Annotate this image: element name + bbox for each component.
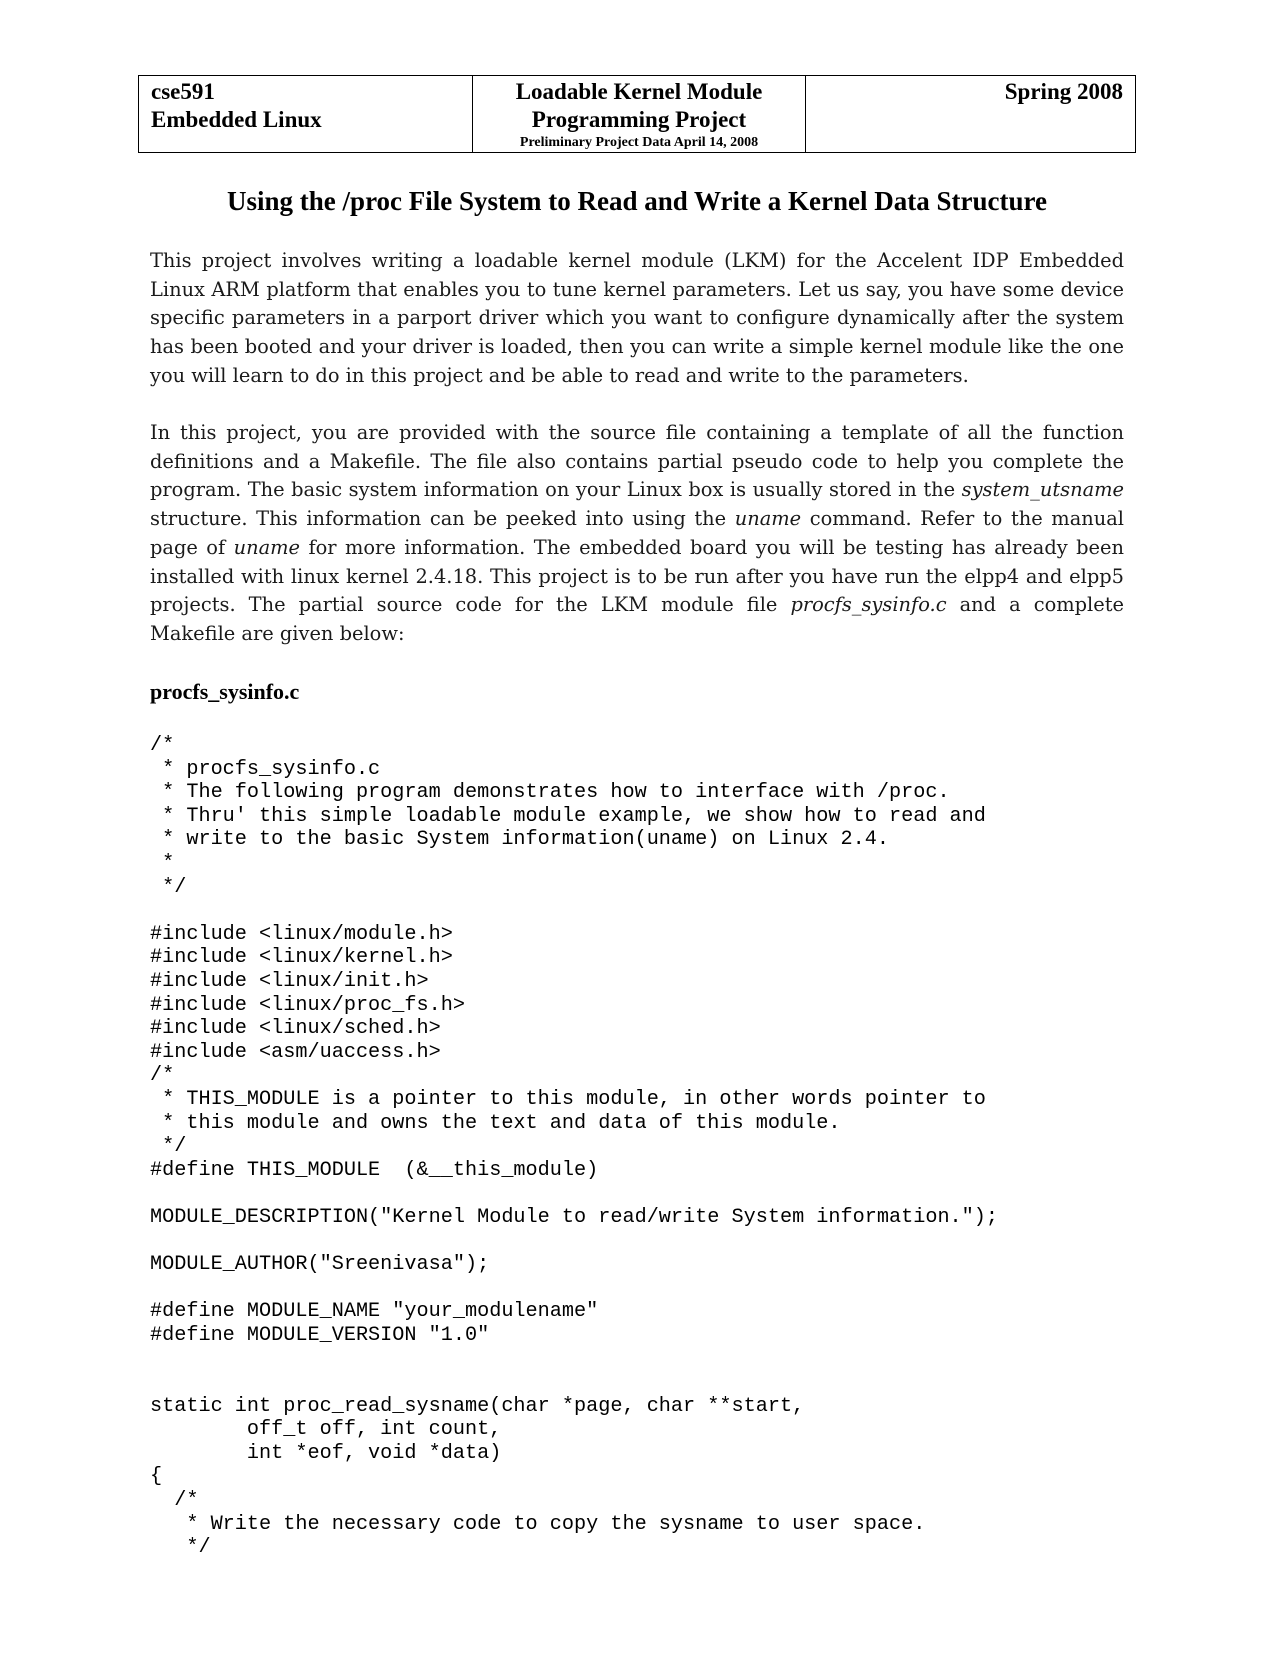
project-subtitle: Preliminary Project Data April 14, 2008 bbox=[519, 135, 759, 150]
details-text-2: structure. This information can be peeked into using the bbox=[150, 507, 735, 531]
header-table bbox=[138, 75, 1136, 153]
header-term-cell bbox=[805, 76, 1135, 152]
details-text-3: command. Refer to the manual page of bbox=[150, 507, 1124, 559]
details-emphasis-2: uname bbox=[734, 507, 802, 531]
details-text-5: and a complete Makefile are given below: bbox=[150, 593, 1124, 645]
source-code-block: /* * procfs_sysinfo.c * The following program demonstrates how to interface with /proc. * Thru' this simple loadable module example, we show how to read and * write to the basic System information(uname) on Linux 2.4. * */ #include <linux/module.h> #include <linux/kernel.h> #include <linux/init.h> #include <linux/proc_fs.h> #include <linux/sched.h> #include <asm/uaccess.h> /* * THIS_MODULE is a pointer to this module, in other words pointer to * this module and owns the text and data of this module. */ #define THIS_MODULE (&__this_module) MODULE_DESCRIPTION("Kernel Module to read/write System information."); MODULE_AUTHOR("Sreenivasa"); #define MODULE_NAME "your_modulename" #define MODULE_VERSION "1.0" static int proc_read_sysname(char *page, char **start, off_t off, int count, int *eof, void *data) { /* * Write the necessary code to copy the sysname to user space. */ bbox=[150, 734, 999, 1560]
project-title-line2: Programming Project bbox=[531, 107, 747, 132]
details-paragraph bbox=[150, 419, 1124, 649]
details-text-4: for more information. The embedded board you will be testing has already been installed with linux kernel 2.4.18. This project is to be run after you have run the elpp4 and elpp5 projects. The partial source code for the LKM module file bbox=[150, 535, 1124, 617]
source-file-label: procfs_sysinfo.c bbox=[150, 679, 300, 704]
project-title-line1: Loadable Kernel Module bbox=[515, 79, 763, 104]
course-code: cse591 bbox=[151, 79, 215, 104]
header-project-cell bbox=[472, 76, 805, 152]
page-title: Using the /proc File System to Read and Write a Kernel Data Structure bbox=[227, 186, 1047, 216]
term: Spring 2008 bbox=[1004, 79, 1123, 104]
details-emphasis-3: uname bbox=[233, 535, 300, 559]
course-name: Embedded Linux bbox=[151, 107, 322, 132]
intro-paragraph: This project involves writing a loadable kernel module (LKM) for the Accelent IDP Embedded Linux ARM platform that enables you to tune kernel parameters. Let us say, you have some device specific parameters in a parport driver which you want to configure dynamically after the system has been booted and your driver is loaded, then you can write a simple kernel module like the one you will learn to do in this project and be able to read and write to the parameters. bbox=[150, 249, 1124, 387]
details-emphasis-4: procfs_sysinfo.c bbox=[790, 593, 947, 617]
details-emphasis-1: system_utsname bbox=[961, 478, 1124, 502]
details-text-1: In this project, you are provided with the source file containing a template of all the function definitions and a Makefile. The file also contains partial pseudo code to help you complete the program. The basic system information on your Linux box is usually stored in the bbox=[150, 421, 1124, 502]
header-course-cell bbox=[139, 76, 472, 152]
